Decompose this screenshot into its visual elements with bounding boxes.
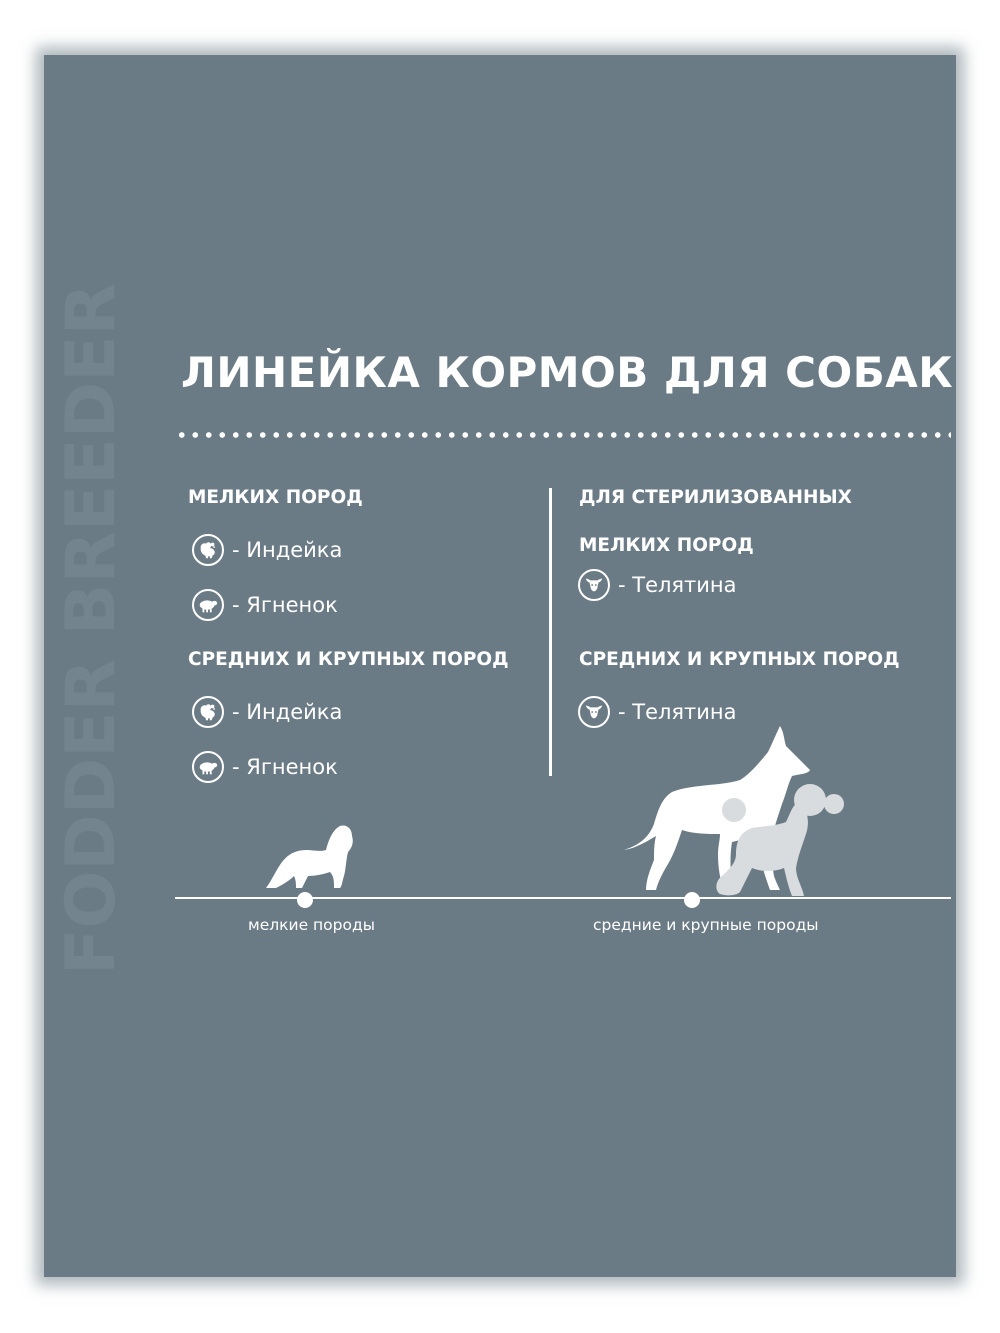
page-title: ЛИНЕЙКА КОРМОВ ДЛЯ СОБАК (181, 348, 954, 397)
item-label: - Телятина (618, 700, 737, 724)
brand-watermark: FODDER BREEDER (52, 283, 131, 975)
caption-large-breeds: средние и крупные породы (593, 916, 819, 934)
heading-sterilized-large: СРЕДНИХ И КРУПНЫХ ПОРОД (579, 649, 900, 670)
list-item (192, 587, 338, 623)
list-item (192, 532, 342, 568)
item-label: - Ягненок (232, 755, 338, 779)
item-label: - Телятина (618, 573, 737, 597)
item-label: - Индейка (232, 700, 343, 724)
poodle-illustration (712, 782, 848, 898)
list-item (192, 694, 342, 730)
item-label: - Индейка (232, 538, 343, 562)
heading-large-breeds: СРЕДНИХ И КРУПНЫХ ПОРОД (188, 649, 509, 670)
lamb-icon (192, 589, 224, 621)
veal-icon (578, 569, 610, 601)
veal-icon (578, 696, 610, 728)
heading-sterilized: ДЛЯ СТЕРИЛИЗОВАННЫХ (579, 487, 852, 508)
dotted-divider (175, 432, 951, 438)
scale-marker-large (684, 892, 700, 908)
item-label: - Ягненок (232, 593, 338, 617)
list-item (578, 567, 737, 603)
small-dog-illustration (262, 820, 358, 892)
size-scale-line (175, 897, 951, 899)
list-item (192, 749, 338, 785)
lamb-icon (192, 751, 224, 783)
turkey-icon (192, 534, 224, 566)
scale-marker-small (297, 892, 313, 908)
heading-sterilized-small: МЕЛКИХ ПОРОД (579, 535, 754, 556)
caption-small-breeds: мелкие породы (248, 916, 375, 934)
heading-small-breeds: МЕЛКИХ ПОРОД (188, 487, 363, 508)
turkey-icon (192, 696, 224, 728)
column-divider (549, 488, 552, 776)
